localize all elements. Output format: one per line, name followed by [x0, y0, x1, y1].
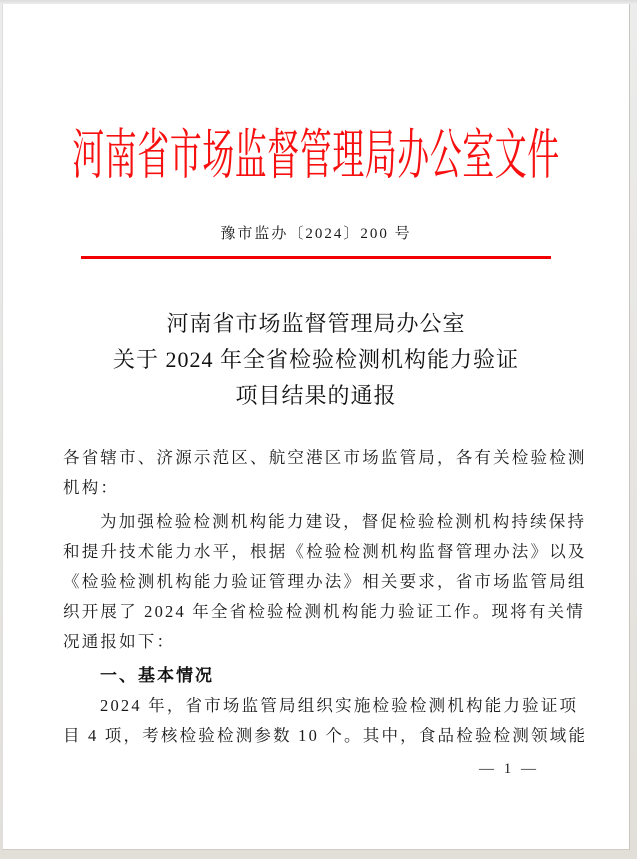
document-title — [3, 306, 629, 414]
page-number: — 1 — — [479, 761, 539, 777]
red-divider-line — [81, 256, 551, 259]
paragraph-line: 况通报如下： — [63, 632, 176, 651]
paragraph-line: 2024 年，省市场监管局组织实施检验检测机构能力验证项 — [100, 696, 579, 715]
section-heading-basic-situation: 一、基本情况 — [100, 666, 214, 685]
salutation-line: 各省辖市、济源示范区、航空港区市场监管局，各有关检验检测 — [63, 448, 587, 467]
title-line-1: 河南省市场监督管理局办公室 — [166, 311, 466, 336]
salutation-line: 机构： — [63, 478, 120, 497]
paragraph-line: 为加强检验检测机构能力建设，督促检验检测机构持续保持 — [100, 512, 587, 531]
document-page — [2, 4, 630, 850]
paragraph-line: 《检验检测机构能力验证管理办法》相关要求，省市场监管局组 — [63, 572, 587, 591]
paragraph-line: 目 4 项，考核检验检测参数 10 个。其中，食品检验检测领域能 — [63, 726, 588, 745]
title-line-2: 关于 2024 年全省检验检测机构能力验证 — [112, 347, 519, 372]
paragraph-line: 和提升技术能力水平，根据《检验检测机构监督管理办法》以及 — [63, 542, 587, 561]
document-body — [63, 443, 588, 751]
document-letterhead — [3, 126, 629, 184]
title-line-3: 项目结果的通报 — [235, 383, 397, 408]
paragraph-line: 织开展了 2024 年全省检验检测机构能力验证工作。现将有关情 — [63, 602, 585, 621]
letterhead-title: 河南省市场监督管理局办公室文件 — [72, 124, 560, 186]
document-number: 豫市监办〔2024〕200 号 — [220, 226, 412, 242]
